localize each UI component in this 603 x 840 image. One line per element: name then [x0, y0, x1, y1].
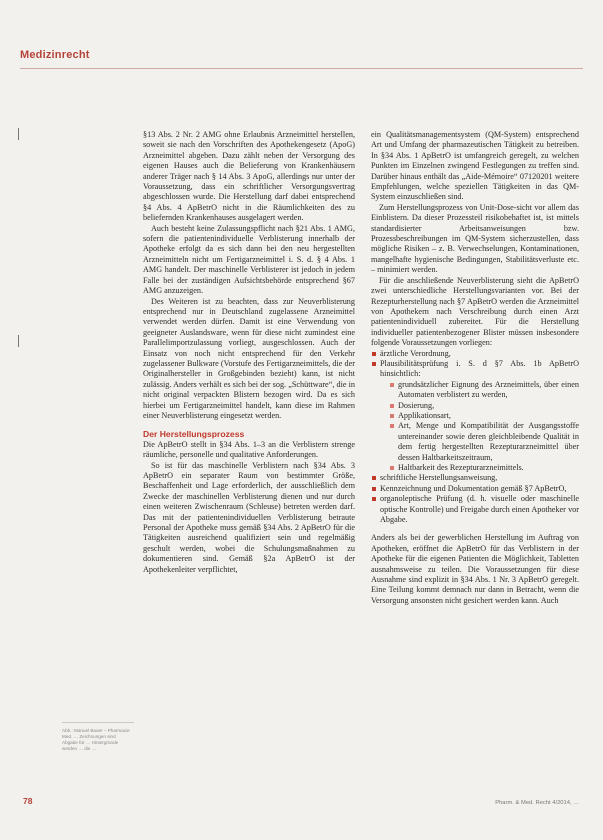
section-header: Medizinrecht [20, 49, 90, 61]
paragraph: Des Weiteren ist zu beachten, dass zur Neuverblisterung entsprechend nur in Deutschland zugelassene Arzneimittel verwendet werden dürfen. Damit ist eine Verwendung von geeigneter Auslandsware, wenn für diese nicht zumindest eine Parallelimportzulassung vorliegt, ausgeschlossen. Auch der Einsatz von noch nicht entsprechend für den Verkehr zugelassener Bulkware (Vorstufe des Fertigarzneimittels, die der Originalhersteller in Großgebinden bezieht) kann, ist nicht zulässig. Anders verhält es sich bei der sog. „Schüttware“, die in nicht original verpackten Blistern bezogen wird. Da es sich hierbei um Fertigarzneimittel handelt, kann diese im Rahmen einer Neuverblisterung eingesetzt werden. [143, 296, 355, 420]
requirements-list [371, 349, 579, 526]
section-heading: Der Herstellungsprozess [143, 429, 245, 440]
paragraph: Anders als bei der gewerblichen Herstellung im Auftrag von Apotheken, eröffnet die ApBetrO für das Verblistern in der Apotheke für die eigenen Patienten die Möglichkeit, Tabletten ausnahmsweise zu teilen. Die Voraussetzungen für diese Ausnahme sind explizit in §34 Abs. 1 Nr. 3 ApBetrO geregelt. Eine Teilung kommt demnach nur dann in Betracht, wenn die Versorgung ansonsten nicht gesichert werden kann. Auch [371, 533, 579, 605]
footer-source: Pharm. & Med. Recht 4/2014, … [495, 800, 579, 806]
left-column [143, 130, 355, 575]
sub-list [380, 380, 579, 474]
page-number: 78 [23, 796, 33, 806]
list-item [371, 359, 579, 473]
paragraph: Zum Herstellungsprozess von Unit-Dose-sicht vor allem das Einblistern. Da dieser Prozessteil risikobehaftet ist, ist mittels standardisierter Arbeitsanweisungen bzw. Prozessbeschreibungen im QM-System sicherzustellen, dass mögliche Risiken – z. B. Verwechselungen, Kontaminationen, mangelhafte hygienische Bedingungen, Stabilitätsverluste etc. – minimiert werden. [371, 202, 579, 275]
sidenote: Abb.: Manuel Bauer – Pharmacie Med. … Zeichnungen sind Abgabe für … Hintergründe werden … die … [62, 728, 130, 751]
right-column [371, 130, 579, 606]
list-item: schriftliche Herstellungsanweisung, [371, 473, 579, 483]
list-item: organoleptische Prüfung (d. h. visuelle oder maschinelle optische Kontrolle) und Freigabe durch einen Apotheker vor Abgabe. [371, 494, 579, 525]
paragraph: So ist für das maschinelle Verblistern nach §34 Abs. 3 ApBetrO ein separater Raum von bestimmter Größe, Beschaffenheit und Lage erforderlich, der ausschließlich dem Zwecke der maschinellen Verblisterung dienen und nur durch einen weiteren Zwischenraum (Schleuse) betreten werden darf. Das mit der patientenindividuellen Verblisterung betraute Personal der Apotheke muss gemäß §34 Abs. 2 ApBetrO für die Tätigkeiten ausreichend qualifiziert sein und regelmäßig geschult werden, wobei die Schulungsmaßnahmen zu dokumentieren sind. Gemäß §2a ApBetrO ist der Apothekenleiter verpflichtet, [143, 460, 355, 574]
sidenote-rule [62, 722, 134, 723]
margin-tick [18, 128, 19, 140]
paragraph: Auch besteht keine Zulassungspflicht nach §21 Abs. 1 AMG, sofern die patientenindividuelle Verblisterung innerhalb der Apotheke erfolgt da es sich dann bei den neu hergestellten Arzneimitteln nicht um Fertigarzneimittel i. S. d. § 4 Abs. 1 AMG handelt. Der maschinelle Verblisterer ist jedoch in jedem Falle bei der zuständigen Aufsichtsbehörde entsprechend §67 AMG anzuzeigen. [143, 223, 355, 296]
sub-list-item: Applikationsart, [389, 411, 579, 421]
list-item: Kennzeichnung und Dokumentation gemäß §7 ApBetrO, [371, 484, 579, 494]
paragraph: Für die anschließende Neuverblisterung sieht die ApBetrO zwei unterschiedliche Herstellungsvarianten vor. Bei der Rezepturherstellung nach §7 ApBetrO werden die Arzneimittel von Apothekern nach Verschreibung durch einen Arzt patientenindividuell zubereitet. Für die Herstellung individueller patientenbezogener Blister müssen insbesondere folgende Voraussetzungen vorliegen: [371, 275, 579, 348]
paragraph: §13 Abs. 2 Nr. 2 AMG ohne Erlaubnis Arzneimittel herstellen, soweit sie nach den Vorschriften des Apothekengesetz (ApoG) Arzneimittel abgeben. Dazu zählt neben der Versorgung des eigenen Hauses auch die Belieferung von Krankenhäusern anderer Träger nach § 14 Abs. 3 ApoG, allerdings nur unter der Voraussetzung, dass ein schriftlicher Versorgungsvertrag abgeschlossen wurde. Die Herstellung darf dabei entsprechend §4 Abs. 4 ApBetrO nicht in die Räumlichkeiten des zu beliefernden Krankenhauses ausgelagert werden. [143, 130, 355, 223]
sub-list-item: Art, Menge und Kompatibilität der Ausgangsstoffe untereinander sowie deren gleichbleibende Qualität in dem fertig hergestellten Rezepturarzneimittel über dessen Haltbarkeitszeitraum, [389, 421, 579, 463]
paragraph: ein Qualitätsmanagementsystem (QM-System) entsprechend Art und Umfang der pharmazeutischen Tätigkeit zu betreiben. In §34 Abs. 1 ApBetrO ist umfangreich geregelt, zu welchen Punkten im Einzelnen zwingend Festlegungen zu treffen sind. Darüber hinaus enthält das „Aide-Mémoire“ 07120201 weitere Empfehlungen, welche speziellen Tätigkeiten in das QM-System einzuschließen sind. [371, 130, 579, 202]
sub-list-item: grundsätzlicher Eignung des Arzneimittels, über einen Automaten verblistert zu werden, [389, 380, 579, 401]
paragraph: Die ApBetrO stellt in §34 Abs. 1–3 an die Verblistern strenge räumliche, personelle und qualitative Anforderungen. [143, 439, 355, 460]
header-rule [20, 68, 583, 69]
list-item: ärztliche Verordnung, [371, 349, 579, 359]
margin-tick [18, 335, 19, 347]
sub-list-item: Haltbarkeit des Rezepturarzneimittels. [389, 463, 579, 473]
sub-list-item: Dosierung, [389, 401, 579, 411]
list-item-label: Plausibilitätsprüfung i. S. d §7 Abs. 1b ApBetrO hinsichtlich: [380, 358, 579, 379]
